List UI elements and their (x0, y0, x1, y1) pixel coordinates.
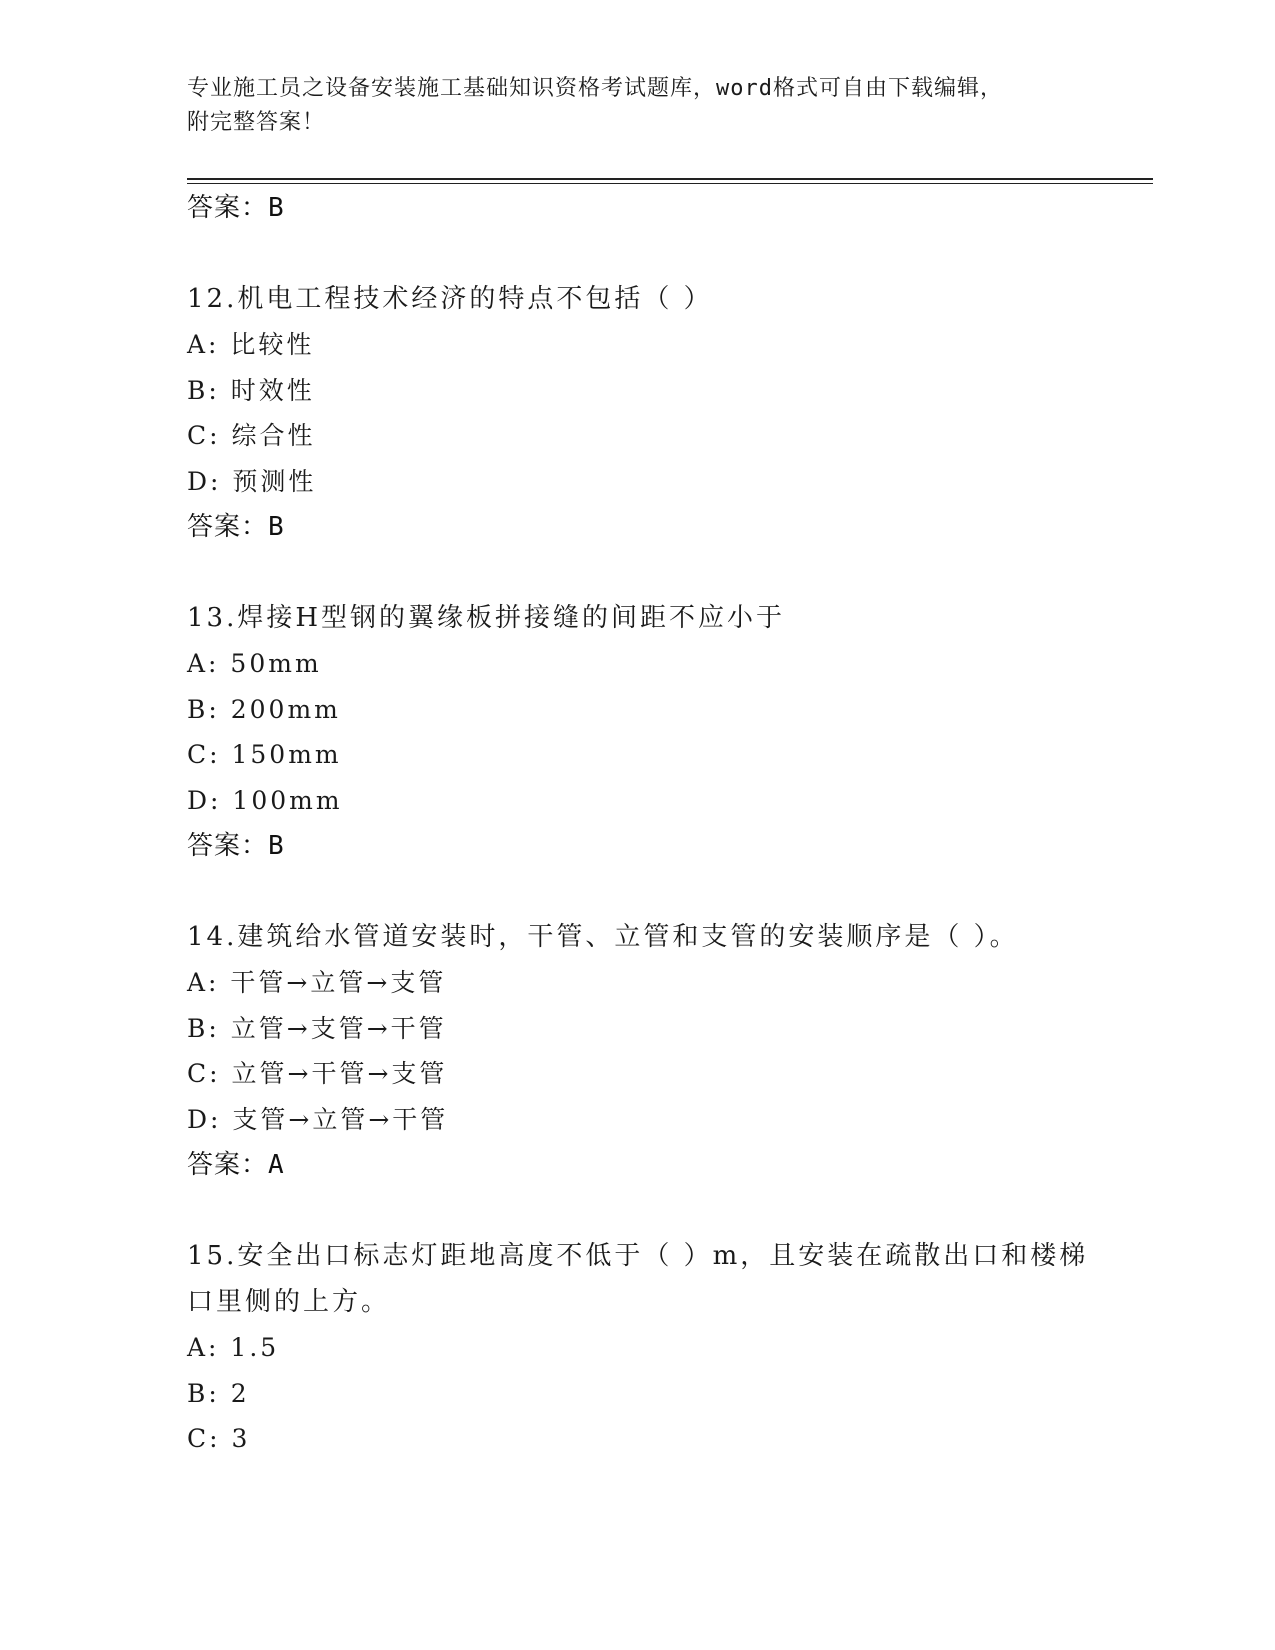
option-a: A: 1.5 (187, 1333, 280, 1362)
option-d: D: 支管→立管→干管 (187, 1104, 449, 1134)
option-a: A: 50mm (187, 649, 322, 678)
question-text: 12.机电工程技术经济的特点不包括（ ） (187, 284, 713, 314)
answer-line: 答案：B (187, 193, 285, 223)
answer-line: 答案：A (187, 1150, 285, 1180)
header-line-2: 附完整答案！ (187, 110, 326, 135)
question-text: 13.焊接H型钢的翼缘板拼接缝的间距不应小于 (187, 603, 786, 633)
answer-line: 答案：B (187, 831, 285, 861)
option-b: B: 2 (187, 1378, 250, 1408)
option-c: C: 立管→干管→支管 (187, 1059, 448, 1088)
question-block-12 (187, 276, 1137, 550)
question-text-line-1: 15.安全出口标志灯距地高度不低于（ ）m，且安装在疏散出口和楼梯 (187, 1241, 1089, 1271)
option-b: B: 200mm (187, 694, 341, 724)
option-b: B: 时效性 (187, 375, 315, 405)
header-line-1: 专业施工员之设备安装施工基础知识资格考试题库，word格式可自由下载编辑， (187, 76, 1003, 101)
option-c: C: 3 (187, 1424, 251, 1453)
question-block-13 (187, 595, 1137, 869)
option-b: B: 立管→支管→干管 (187, 1013, 447, 1043)
question-text-line-2: 口里侧的上方。 (187, 1287, 391, 1317)
option-d: D: 100mm (187, 785, 343, 815)
header-rule-thick (187, 178, 1153, 180)
header-rule-thin (187, 183, 1153, 184)
option-a: A: 干管→立管→支管 (187, 968, 447, 997)
option-c: C: 150mm (187, 740, 342, 769)
option-c: C: 综合性 (187, 421, 316, 450)
question-content (187, 185, 1137, 1462)
question-text: 14.建筑给水管道安装时，干管、立管和支管的安装顺序是（ ）。 (187, 922, 1019, 952)
question-block-14 (187, 914, 1137, 1188)
option-d: D: 预测性 (187, 466, 317, 496)
option-a: A: 比较性 (187, 330, 315, 359)
answer-line: 答案：B (187, 512, 285, 542)
document-header (187, 72, 1077, 140)
question-block-15 (187, 1233, 1137, 1462)
